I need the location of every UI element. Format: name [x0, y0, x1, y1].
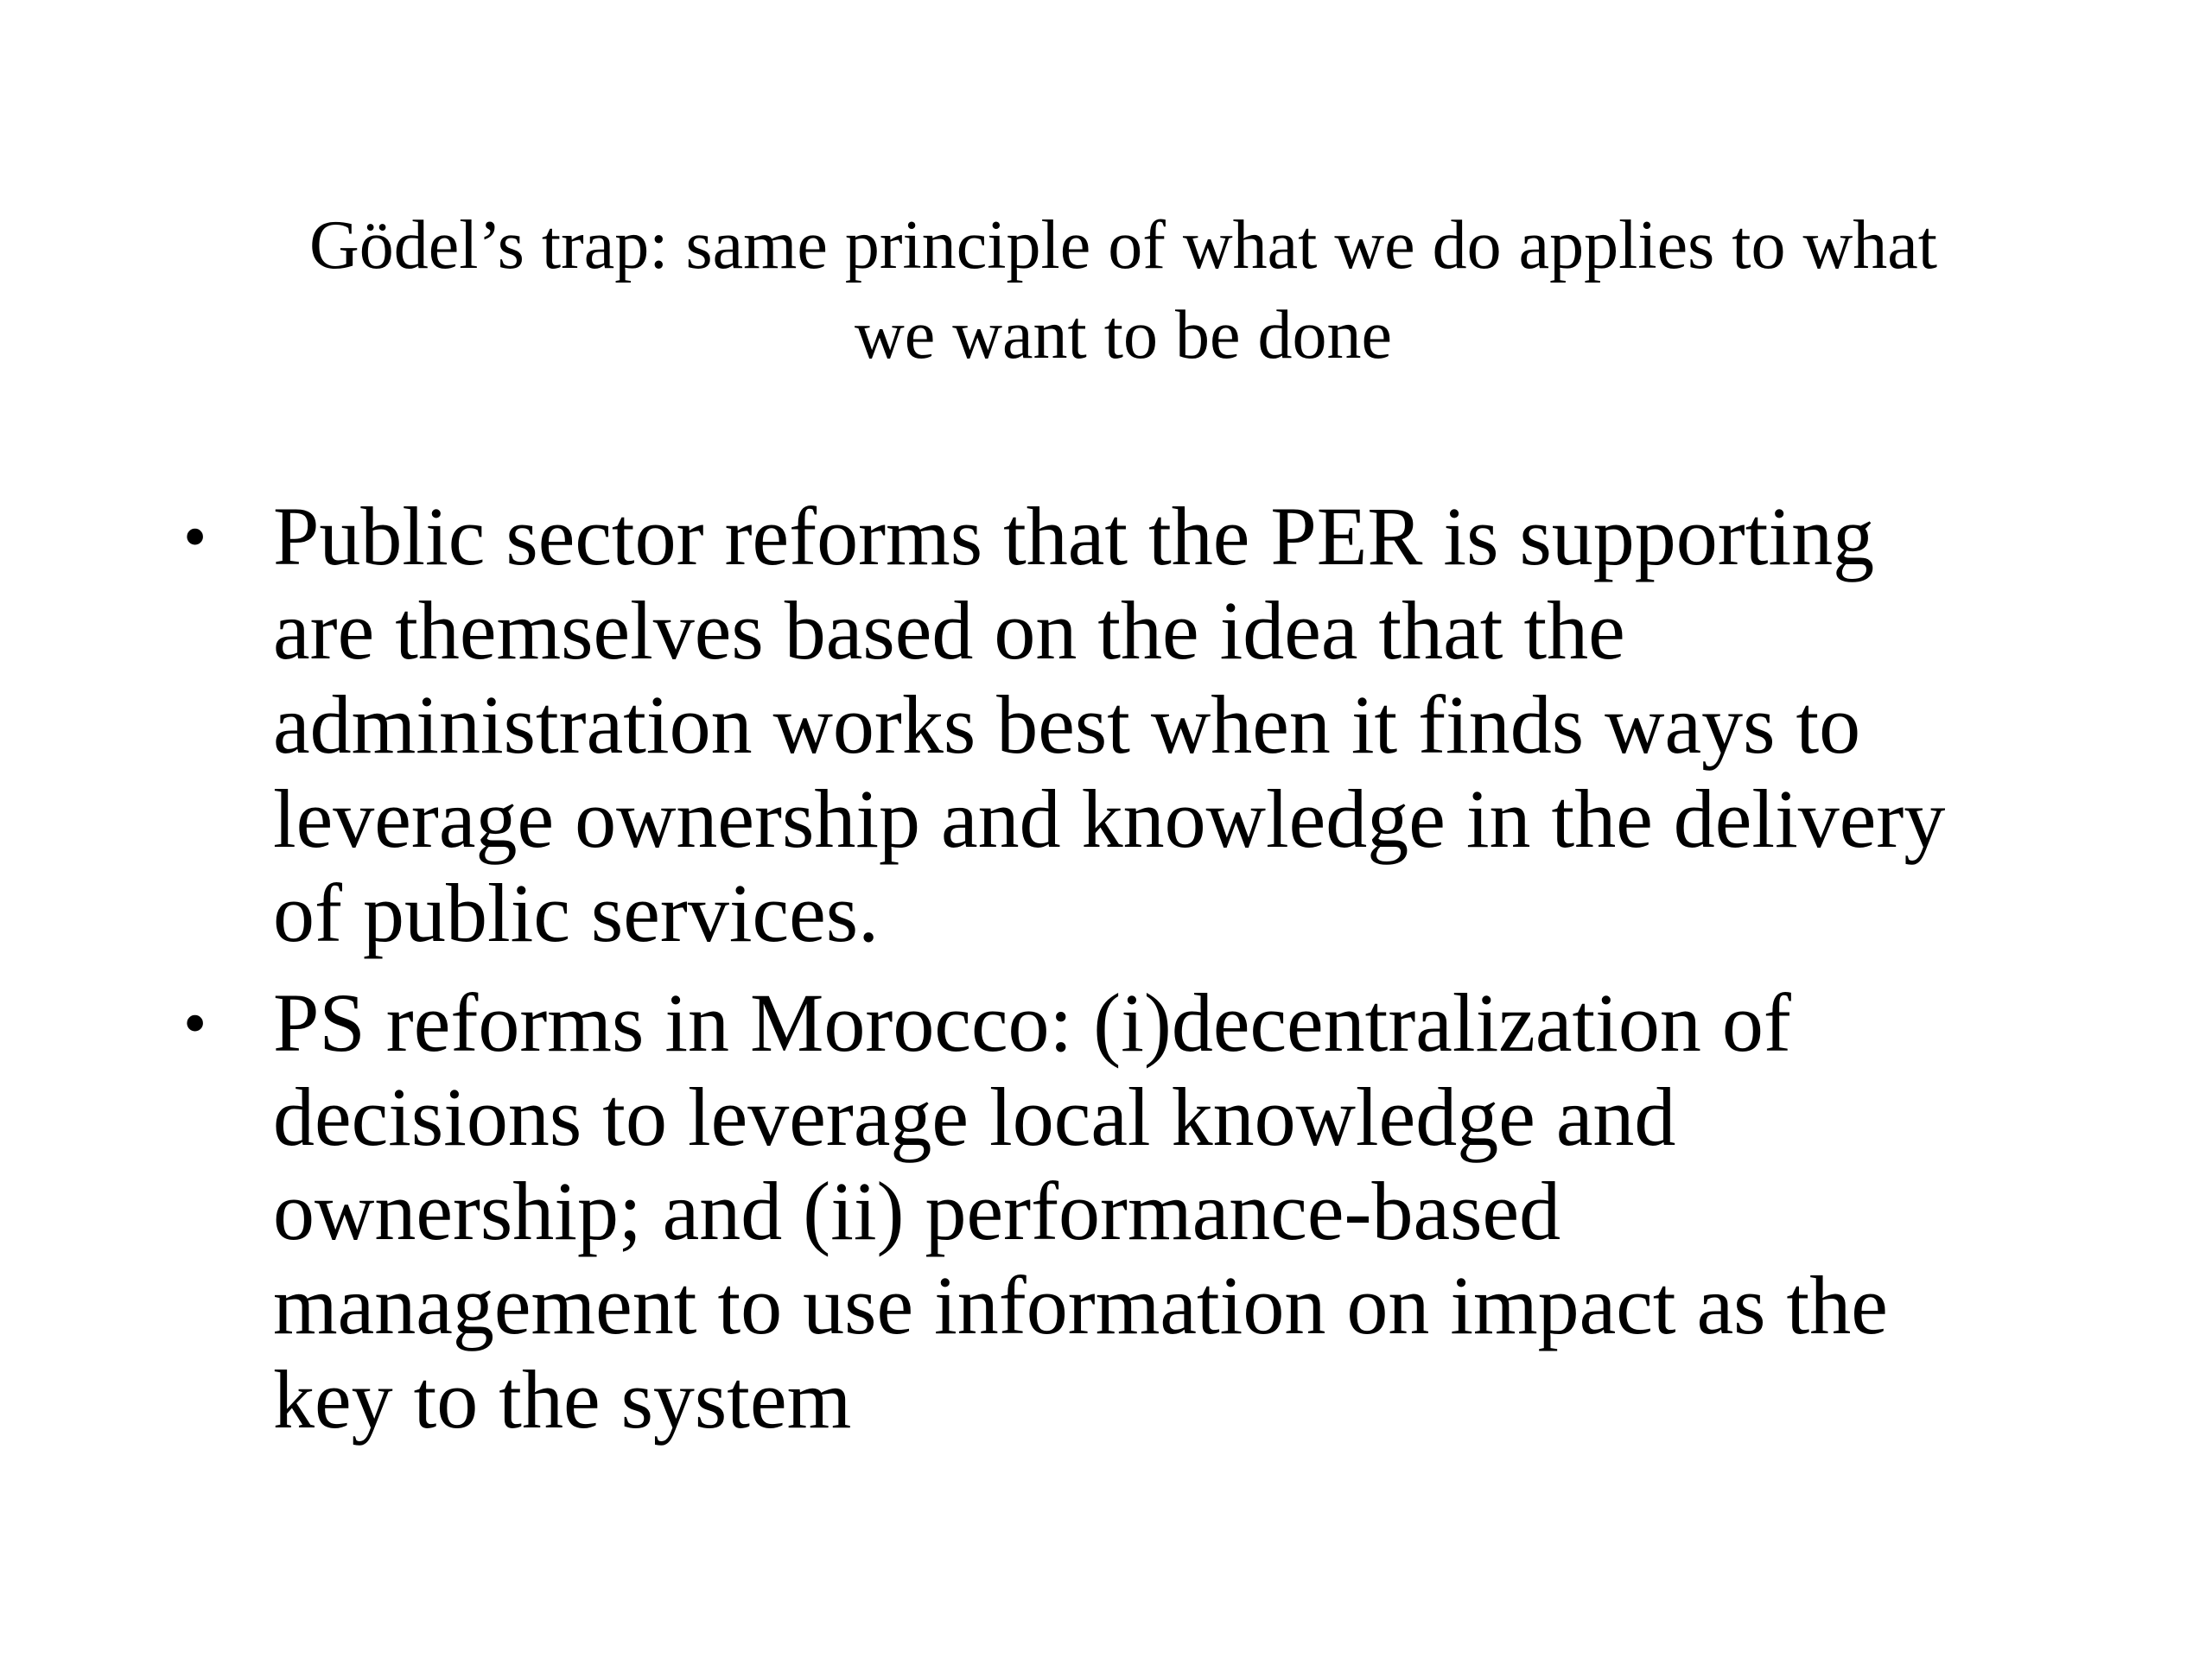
bullet-text-line: PS reforms in Morocco: (i)decentralization of [273, 976, 1791, 1069]
bullet-text-line: ownership; and (ii) performance-based [273, 1165, 1561, 1257]
bullet-text-line: management to use information on impact as the [273, 1259, 1888, 1351]
bullet-icon: • [183, 499, 207, 574]
bullet-text-line: key to the system [273, 1353, 852, 1446]
slide-title-line: we want to be done [854, 297, 1393, 373]
bullet-text-line: Public sector reforms that the PER is supporting [273, 490, 1875, 582]
bullet-text-line: of public services. [273, 867, 880, 959]
bullet-text-line: leverage ownership and knowledge in the delivery [273, 772, 1946, 865]
bullet-text-line: administration works best when it finds ways to [273, 678, 1861, 771]
bullet-text-line: are themselves based on the idea that the [273, 584, 1625, 677]
slide-title-line: Gödel’s trap: same principle of what we do applies to what [309, 207, 1937, 283]
bullet-text-line: decisions to leverage local knowledge and [273, 1071, 1676, 1163]
bullet-item [183, 489, 2084, 960]
bullet-icon: • [183, 985, 207, 1060]
bullet-item [183, 976, 2084, 1446]
slide-title [225, 200, 2022, 380]
bullet-list [183, 489, 2084, 1462]
